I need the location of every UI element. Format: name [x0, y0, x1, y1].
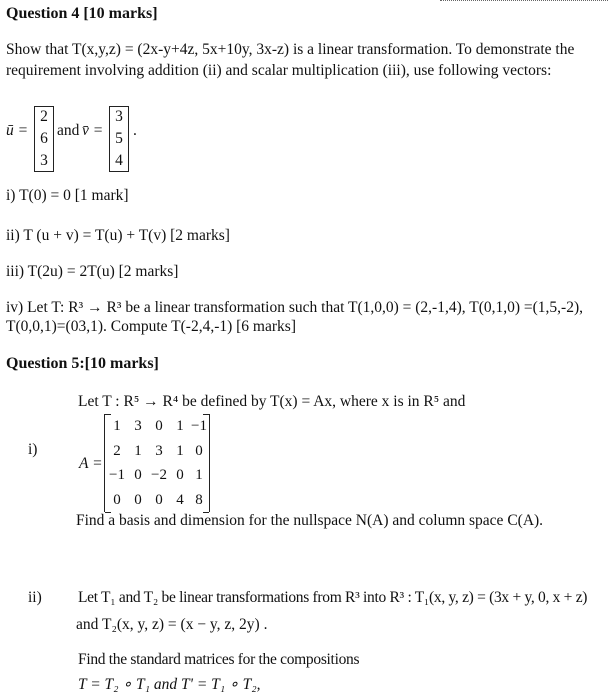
matrix-cell: 0: [113, 491, 121, 508]
matrix-cell: 3: [155, 442, 163, 459]
v-entry: 4: [115, 152, 123, 169]
matrix-cell: 1: [176, 418, 184, 434]
question-4-heading: Question 4 [10 marks]: [6, 5, 158, 22]
matrix-cell: 0: [134, 491, 142, 508]
u-vector-label: ū =: [6, 122, 29, 139]
matrix-cell: −2: [151, 467, 167, 483]
matrix-cell: −1: [191, 418, 207, 434]
u-entry: 2: [40, 108, 48, 125]
q5-ii-label: ii): [28, 589, 42, 606]
v-entry: 3: [115, 108, 123, 125]
q4-part-i: i) T(0) = 0 [1 mark]: [6, 187, 129, 204]
q5-i-label: i): [28, 441, 38, 458]
matrix-cell: 1: [195, 467, 203, 483]
matrix-cell: 1: [113, 418, 121, 434]
q4-part-iv-line1: iv) Let T: R³ → R³ be a linear transformation such that T(1,0,0) = (2,-1,4), T(0,1,0) =(1,5,-2),: [6, 299, 583, 316]
matrix-cell: 0: [176, 467, 184, 483]
matrix-cell: −1: [109, 467, 125, 483]
matrix-cell: 0: [155, 418, 163, 434]
matrix-cell: 4: [176, 491, 184, 508]
matrix-cell: 1: [134, 442, 142, 459]
matrix-cell: 0: [155, 491, 163, 508]
matrix-cell: 2: [113, 442, 121, 459]
top-dotted-line: [440, 0, 608, 1]
matrix-bracket-tick: [203, 414, 209, 415]
q4-intro-line1: Show that T(x,y,z) = (2x-y+4z, 5x+10y, 3x-z) is a linear transformation. To demonstrate the: [6, 41, 575, 58]
v-vector: [109, 106, 129, 172]
q5-ii-line4: T = T₂ ∘ T₁ and T' = T₁ ∘ T₂,: [78, 676, 261, 693]
matrix-cell: 3: [134, 418, 142, 434]
matrix-cell: 0: [195, 442, 203, 459]
and-text: and: [57, 122, 80, 139]
u-vector: [34, 106, 54, 172]
matrix-bracket-tick: [105, 414, 111, 415]
v-entry: 5: [115, 130, 123, 147]
u-entry: 3: [40, 152, 48, 169]
matrix-cell: 8: [195, 491, 203, 508]
q4-part-iv-line2: T(0,0,1)=(03,1). Compute T(-2,4,-1) [6 marks]: [6, 318, 296, 335]
q4-part-ii: ii) T (u + v) = T(u) + T(v) [2 marks]: [6, 227, 230, 244]
q5-ii-line2: and T₂(x, y, z) = (x − y, z, 2y) .: [76, 616, 268, 633]
matrix-a-label: A =: [79, 455, 103, 472]
q4-part-iii: iii) T(2u) = 2T(u) [2 marks]: [6, 263, 179, 280]
q5-i-intro: Let T : R⁵ → R⁴ be defined by T(x) = Ax, where x is in R⁵ and: [78, 393, 466, 410]
question-5-heading: Question 5:[10 marks]: [6, 355, 159, 372]
u-entry: 6: [40, 130, 48, 147]
period: .: [133, 122, 137, 139]
matrix-a: [104, 414, 210, 512]
matrix-cell: 0: [134, 467, 142, 483]
v-vector-label: v̄ =: [82, 122, 104, 139]
matrix-cell: 1: [176, 442, 184, 459]
q5-ii-line3: Find the standard matrices for the compositions: [78, 651, 360, 668]
q4-intro-line2: requirement involving addition (ii) and scalar multiplication (iii), use following vectors:: [6, 62, 552, 79]
q5-ii-line1: Let T₁ and T₂ be linear transformations from R³ into R³ : T₁(x, y, z) = (3x + y, 0, x + z): [78, 589, 588, 606]
q5-i-task: Find a basis and dimension for the nullspace N(A) and column space C(A).: [76, 512, 544, 529]
